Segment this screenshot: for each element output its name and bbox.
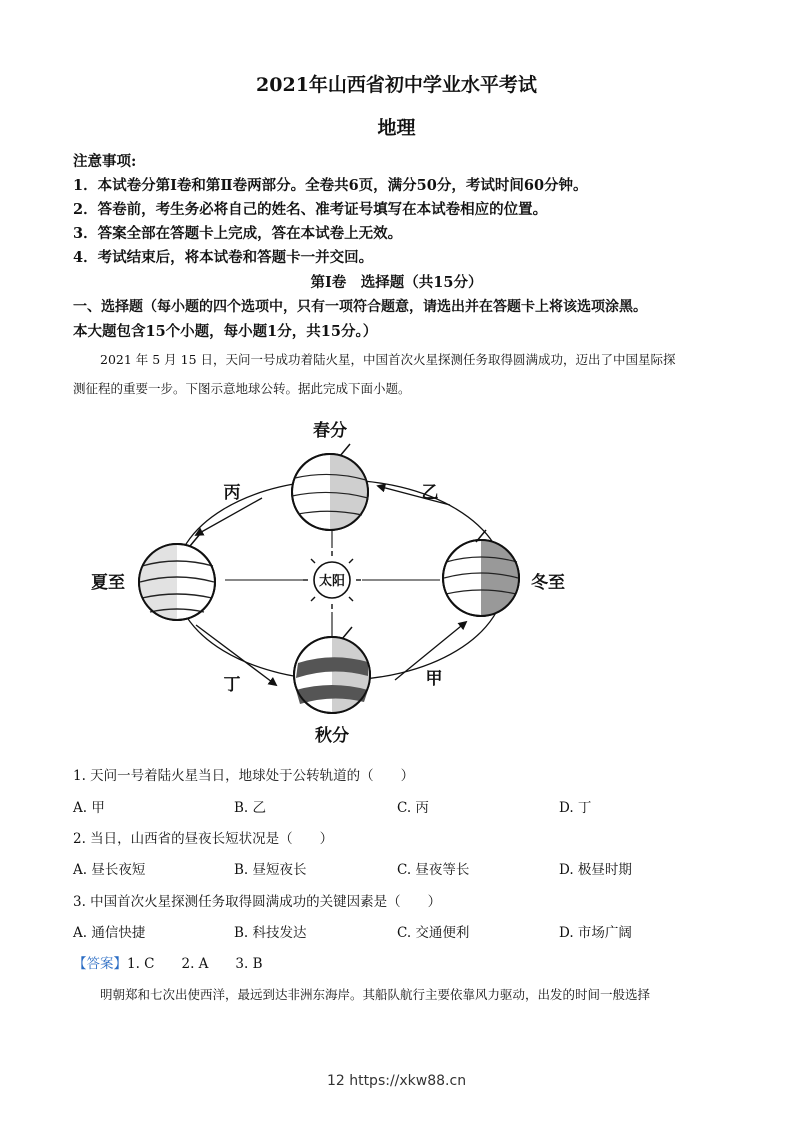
subject-title: 地理: [377, 117, 416, 139]
passage-line: 测征程的重要一步。下图示意地球公转。据此完成下面小题。: [73, 381, 411, 396]
option: B. 昼短夜长: [234, 862, 307, 878]
option: A. 甲: [73, 800, 105, 816]
exam-title: 2021年山西省初中学业水平考试: [256, 74, 537, 96]
label-autumn-equinox: 秋分: [315, 726, 349, 746]
earth-revolution-diagram: [60, 410, 620, 755]
answer-tag: 【答案】: [73, 956, 127, 972]
option: C. 丙: [397, 800, 429, 816]
label-summer-solstice: 夏至: [91, 573, 125, 593]
notice-item: 4．考试结束后，将本试卷和答题卡一并交回。: [73, 249, 374, 266]
sun-label: 太阳: [318, 574, 346, 589]
label-bing: 丙: [223, 483, 241, 503]
label-winter-solstice: 冬至: [531, 573, 565, 593]
option: D. 市场广阔: [559, 925, 632, 941]
label-yi: 乙: [421, 483, 439, 503]
section-instruction: 一、选择题（每小题的四个选项中，只有一项符合题意，请选出并在答题卡上将该选项涂黑。: [73, 299, 647, 315]
earth-autumn-equinox: [294, 627, 370, 713]
page-footer: 12 https://xkw88.cn: [326, 1073, 467, 1089]
earth-summer-solstice: [139, 534, 215, 620]
notice-heading: 注意事项:: [73, 153, 137, 170]
earth-spring-equinox: [292, 444, 368, 530]
label-ding: 丁: [223, 675, 241, 695]
arrow-icon: [196, 498, 262, 535]
section-instruction: 本大题包含15个小题，每小题1分，共15分。）: [73, 323, 378, 340]
notice-item: 2．答卷前，考生务必将自己的姓名、准考证号填写在本试卷相应的位置。: [73, 201, 548, 218]
answer-line: [73, 952, 263, 972]
option: C. 交通便利: [397, 925, 470, 941]
question-stem: 3. 中国首次火星探测任务取得圆满成功的关键因素是（ ）: [73, 894, 442, 910]
answer-text: 1. C 2. A 3. B: [127, 956, 263, 972]
passage-line: 2021 年 5 月 15 日，天问一号成功着陆火星，中国首次火星探测任务取得圆满成功，迈出了中国星际探: [100, 352, 676, 367]
question-stem: 1. 天问一号着陆火星当日，地球处于公转轨道的（ ）: [73, 768, 415, 784]
option: B. 科技发达: [234, 925, 307, 941]
option: A. 昼长夜短: [73, 862, 146, 878]
earth-winter-solstice: [443, 530, 519, 616]
label-spring-equinox: 春分: [313, 421, 347, 441]
option: C. 昼夜等长: [397, 862, 470, 878]
label-jia: 甲: [425, 669, 443, 689]
next-passage: 明朝郑和七次出使西洋，最远到达非洲东海岸。其船队航行主要依靠风力驱动，出发的时间一般选择: [100, 987, 651, 1002]
option: D. 极昼时期: [559, 862, 632, 878]
question-stem: 2. 当日，山西省的昼夜长短状况是（ ）: [73, 831, 334, 847]
notice-item: 1．本试卷分第Ⅰ卷和第Ⅱ卷两部分。全卷共6页，满分50分，考试时间60分钟。: [73, 177, 588, 194]
option: D. 丁: [559, 800, 592, 816]
option: A. 通信快捷: [73, 925, 146, 941]
notice-item: 3．答案全部在答题卡上完成，答在本试卷上无效。: [73, 225, 403, 242]
section-title: 第Ⅰ卷 选择题（共15分）: [310, 274, 483, 291]
arrow-icon: [378, 486, 450, 505]
option: B. 乙: [234, 800, 267, 816]
